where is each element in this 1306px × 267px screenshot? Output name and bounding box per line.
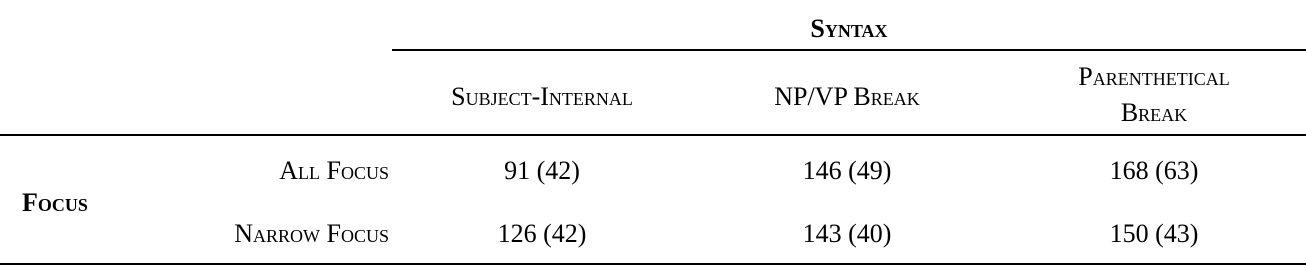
column-header-np-vp-break: NP/VP Break [774,82,920,111]
row-label-narrow-focus: Narrow Focus [234,219,389,248]
column-header-parenthetical-line2: Break [1120,98,1188,127]
column-header-subject-internal: Subject-Internal [451,82,633,111]
table-bottom-rule [0,263,1306,265]
cell-narrow-focus-np-vp-break: 143 (40) [802,219,892,248]
focus-row-group-label: Focus [22,188,88,217]
group-header-rule [392,49,1306,51]
cell-narrow-focus-parenthetical-break: 150 (43) [1109,219,1199,248]
cell-all-focus-parenthetical-break: 168 (63) [1109,156,1199,185]
header-bottom-rule [0,134,1306,136]
column-header-parenthetical-line1: Parenthetical [1078,62,1230,91]
syntax-group-header: Syntax [810,14,888,43]
cell-narrow-focus-subject-internal: 126 (42) [497,219,587,248]
cell-all-focus-subject-internal: 91 (42) [504,156,580,185]
cell-all-focus-np-vp-break: 146 (49) [802,156,892,185]
row-label-all-focus: All Focus [279,156,389,185]
